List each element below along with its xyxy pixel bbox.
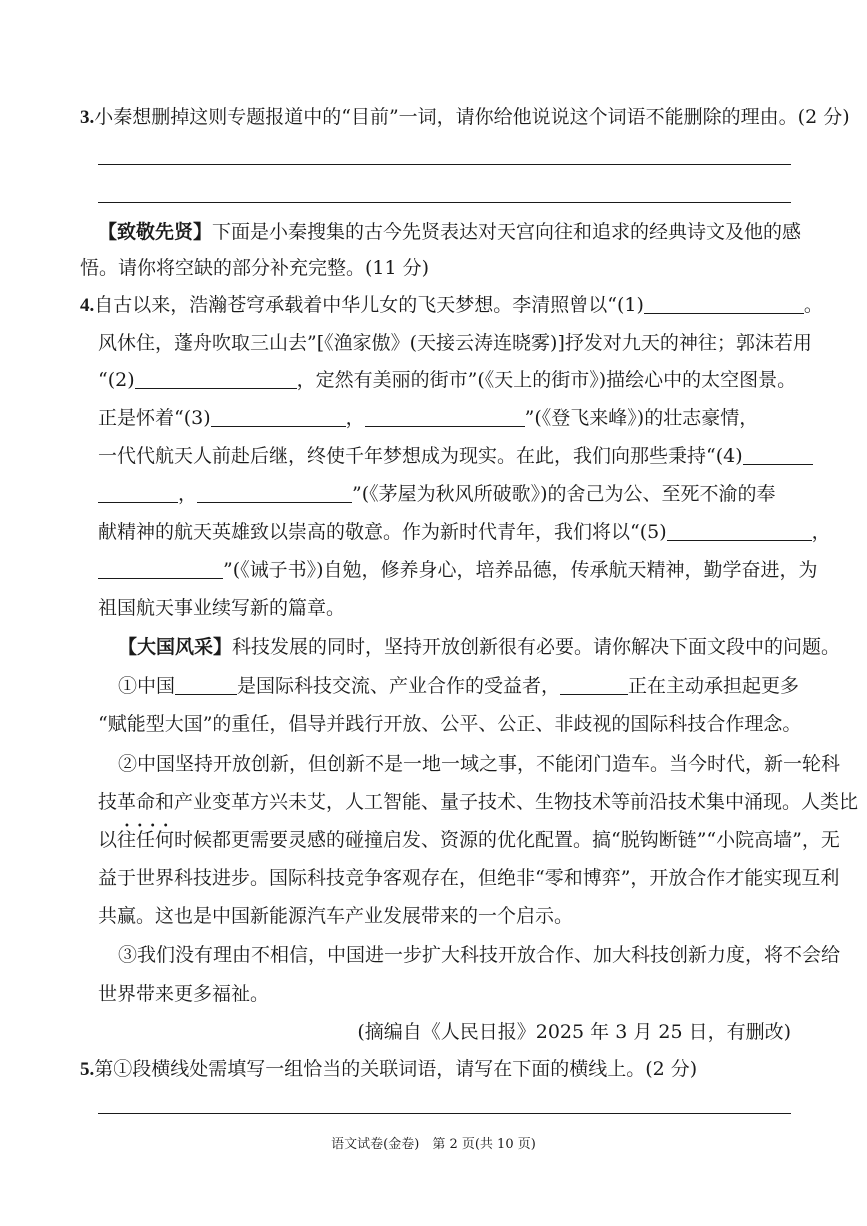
- section-tag: 【大国风采】: [118, 636, 233, 658]
- blank-4b[interactable]: [197, 483, 352, 503]
- section-intro-2: [118, 635, 841, 659]
- question-text: 风休住，蓬舟吹取三山去”[《渔家傲》(天接云涛连晓雾)]抒发对九天的神往；郭沫若用: [98, 332, 812, 354]
- passage-text: 以往任何时候都更需要灵感的碰撞启发、资源的优化配置。搞“脱钩断链”“小院高墙”，无: [98, 829, 840, 851]
- question-text: 。: [803, 294, 823, 316]
- question-text: ”(《茅屋为秋风所破歌》)的舍己为公、至死不渝的奉: [352, 483, 776, 505]
- question-4-line8: [98, 558, 818, 582]
- question-text: ，: [345, 407, 365, 429]
- question-4-line3: [98, 368, 797, 392]
- page-footer: 语文试卷(金卷) 第 2 页(共 10 页): [331, 1137, 536, 1152]
- question-text: 正是怀着“(3): [98, 407, 211, 429]
- section-intro-line2: [80, 256, 773, 280]
- passage-text: ③我们没有理由不相信，中国进一步扩大科技开放合作、加大科技创新力度，将不会给: [118, 944, 841, 966]
- passage-p2-line1: [118, 752, 841, 776]
- question-text: ，: [178, 483, 198, 505]
- question-text: ，: [811, 521, 831, 543]
- question-4-line5: [98, 444, 791, 468]
- blank-4a-cont[interactable]: [98, 483, 178, 503]
- question-text: ”(《诫子书》)自勉，修养身心，培养品德，传承航天精神，勤学奋进，为: [223, 559, 818, 581]
- question-4-line4: [98, 406, 791, 430]
- passage-text: 共赢。这也是中国新能源汽车产业发展带来的一个启示。: [98, 905, 574, 927]
- question-5: [80, 1057, 773, 1082]
- question-text: 自古以来，浩瀚苍穹承载着中华儿女的飞天梦想。李清照曾以“(1): [94, 294, 644, 316]
- passage-text: ②中国坚持开放创新，但创新不是一地一域之事，不能闭门造车。当今时代，新一轮科: [118, 753, 841, 775]
- passage-text: “赋能型大国”的重任，倡导并践行开放、公平、公正、非歧视的国际科技合作理念。: [98, 713, 802, 735]
- blank-5b[interactable]: [98, 559, 223, 579]
- question-number: 5.: [80, 1059, 95, 1080]
- section-intro: [98, 220, 802, 244]
- passage-p1-line1: [118, 674, 811, 698]
- section-text: 下面是小秦搜集的古今先贤表达对天宫向往和追求的经典诗文及他的感: [212, 221, 802, 243]
- passage-text: 世界带来更多福祉。: [98, 983, 270, 1005]
- passage-p1-line2: [98, 712, 802, 736]
- question-4-line6: [98, 482, 791, 506]
- question-text: 献精神的航天英雄致以崇高的敬意。作为新时代青年，我们将以“(5): [98, 521, 667, 543]
- section-text: 悟。请你将空缺的部分补充完整。(11 分): [80, 257, 430, 279]
- passage-text: 是国际科技交流、产业合作的受益者，: [237, 675, 561, 697]
- answer-line[interactable]: [98, 1113, 791, 1114]
- passage-p2-line5: [98, 904, 791, 928]
- question-text: ”(《登飞来峰》)的壮志豪情，: [524, 407, 759, 429]
- blank-connective-2[interactable]: [560, 675, 628, 695]
- blank-connective-1[interactable]: [175, 675, 237, 695]
- passage-source: (摘编自《人民日报》2025 年 3 月 25 日，有删改): [357, 1021, 791, 1043]
- blank-1[interactable]: [644, 294, 804, 314]
- passage-p2-line4: [98, 866, 840, 890]
- question-text: 祖国航天事业续写新的篇章。: [98, 597, 346, 619]
- section-text: 科技发展的同时，坚持开放创新很有必要。请你解决下面文段中的问题。: [232, 636, 841, 658]
- passage-p3-line2: [98, 982, 791, 1006]
- question-number: 4.: [80, 295, 95, 316]
- passage-p2-line3: [98, 828, 840, 852]
- answer-line[interactable]: [98, 202, 791, 203]
- blank-3a[interactable]: [211, 407, 346, 427]
- emphasis-dots: ••••: [124, 821, 176, 832]
- question-text: “(2): [98, 369, 135, 391]
- question-text: 小秦想删掉这则专题报道中的“目前”一词，请你给他说说这个词语不能删除的理由。(2 分): [94, 106, 850, 128]
- passage-p3-line1: [118, 943, 841, 967]
- passage-text: 正在主动承担起更多: [628, 675, 800, 697]
- blank-5a[interactable]: [667, 521, 812, 541]
- question-3: [80, 105, 850, 130]
- blank-2[interactable]: [135, 369, 297, 389]
- section-tag: 【致敬先贤】: [98, 221, 213, 243]
- question-text: 一代代航天人前赴后继，终使千年梦想成为现实。在此，我们向那些秉持“(4): [98, 445, 743, 467]
- question-text: ，定然有美丽的街市”(《天上的街市》)描绘心中的太空图景。: [296, 369, 797, 391]
- question-number: 3.: [80, 107, 95, 128]
- passage-p2-line2: [98, 790, 859, 814]
- question-4-line2: [98, 331, 812, 355]
- passage-text: 技革命和产业变革方兴未艾，人工智能、量子技术、生物技术等前沿技术集中涌现。人类比: [98, 791, 859, 813]
- question-text: 第①段横线处需填写一组恰当的关联词语，请写在下面的横线上。(2 分): [94, 1058, 698, 1080]
- blank-4a[interactable]: [743, 445, 813, 465]
- question-4-line9: [98, 596, 791, 620]
- answer-line[interactable]: [98, 164, 791, 165]
- passage-text: 益于世界科技进步。国际科技竞争客观存在，但绝非“零和博弈”，开放合作才能实现互利: [98, 867, 840, 889]
- blank-3b[interactable]: [365, 407, 525, 427]
- passage-text: ①中国: [118, 675, 176, 697]
- question-4-line1: [80, 293, 823, 318]
- question-4-line7: [98, 520, 831, 544]
